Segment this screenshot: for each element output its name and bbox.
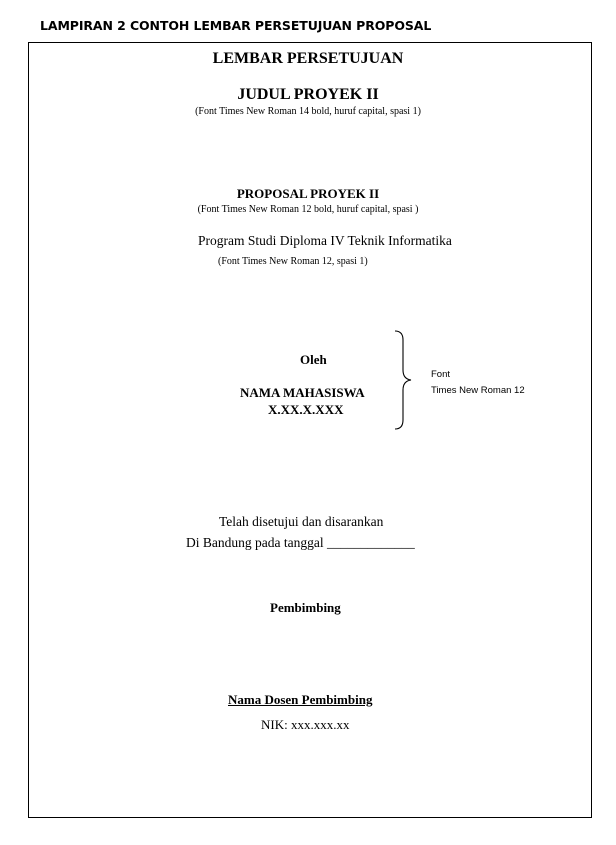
font-note-name: Times New Roman 12 [431, 385, 525, 396]
document-heading: LEMBAR PERSETUJUAN [212, 50, 404, 67]
proposal-title-note: (Font Times New Roman 12 bold, huruf capital, spasi ) [197, 204, 419, 215]
by-label: Oleh [300, 352, 327, 367]
appendix-title: LAMPIRAN 2 CONTOH LEMBAR PERSETUJUAN PROPOSAL [40, 18, 432, 33]
study-program: Program Studi Diploma IV Teknik Informatika [198, 233, 452, 248]
font-note-label: Font [431, 369, 451, 380]
approval-statement: Telah disetujui dan disarankan [219, 514, 384, 529]
project-title: JUDUL PROYEK II [237, 86, 379, 103]
proposal-title: PROPOSAL PROYEK II [236, 186, 380, 201]
student-name: NAMA MAHASISWA [240, 385, 365, 400]
project-title-note: (Font Times New Roman 14 bold, huruf capital, spasi 1) [195, 106, 421, 117]
approval-date: Di Bandung pada tanggal _____________ [186, 535, 415, 550]
student-id: X.XX.X.XXX [268, 402, 344, 417]
curly-brace-icon [394, 330, 412, 430]
supervisor-name: Nama Dosen Pembimbing [228, 692, 373, 707]
supervisor-nik: NIK: xxx.xxx.xx [261, 717, 350, 732]
supervisor-label: Pembimbing [270, 600, 341, 615]
study-program-note: (Font Times New Roman 12, spasi 1) [218, 256, 368, 267]
